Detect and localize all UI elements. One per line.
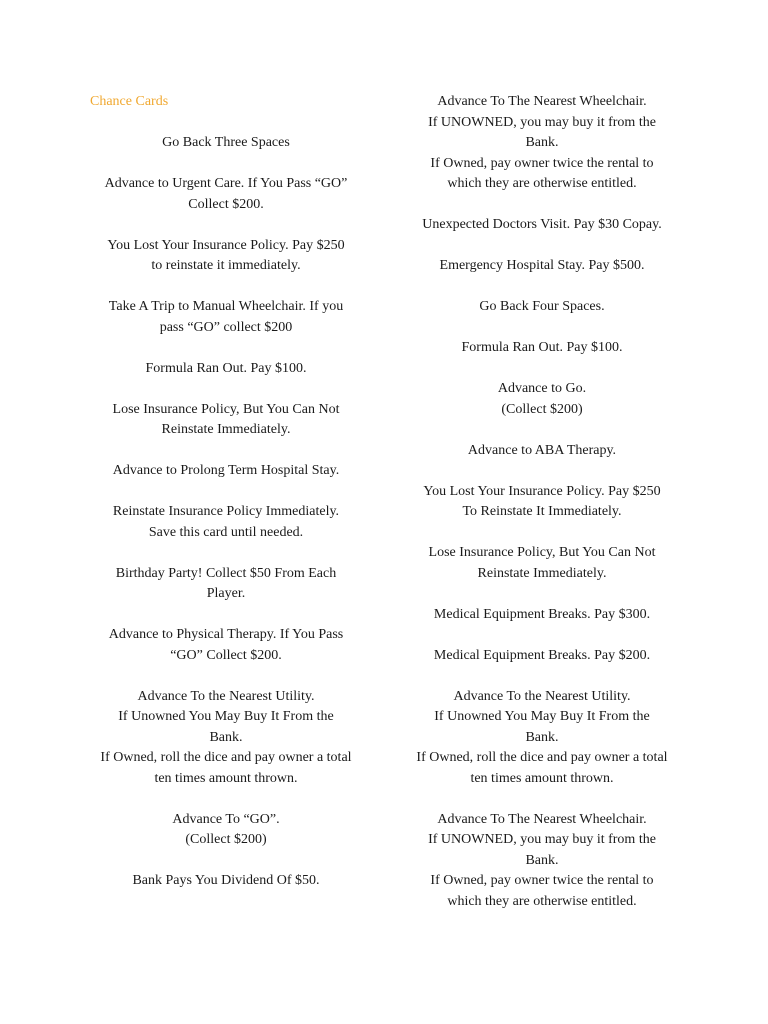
card-text-line: pass “GO” collect $200 [159,319,293,335]
card-text-line: Bank. [525,135,559,150]
card-text-line: Formula Ran Out. Pay $100. [145,360,307,376]
card-text-line: Bank. [525,729,559,745]
card-text-line: Bank. [525,852,559,868]
card-text-line: Lose Insurance Policy, But You Can Not [112,401,340,417]
card-text-line: Unexpected Doctors Visit. Pay $30 Copay. [422,217,662,232]
card-text-line: Formula Ran Out. Pay $100. [461,340,623,355]
chance-card [85,810,367,851]
chance-card [85,625,367,666]
chance-card [401,482,683,523]
chance-card [85,236,367,277]
card-text-line: If Owned, roll the dice and pay owner a total [100,750,352,765]
chance-card [85,564,367,605]
chance-card [85,359,367,380]
chance-card [401,646,683,667]
card-text-line: If Owned, pay owner twice the rental to [430,155,654,171]
card-text-line: Go Back Three Spaces [162,135,290,150]
card-text-line: “GO” Collect $200. [170,647,282,663]
card-text-line: Advance To The Nearest Wheelchair. [437,811,647,827]
chance-card [85,461,367,482]
card-text-line: Medical Equipment Breaks. Pay $300. [433,606,651,622]
chance-card [401,810,683,913]
card-text-line: If UNOWNED, you may buy it from the [428,114,656,130]
chance-card [85,871,367,892]
card-text-line: Advance to Go. [497,381,587,396]
card-text-line: If UNOWNED, you may buy it from the [428,832,656,847]
card-text-line: ten times amount thrown. [154,770,298,786]
chance-card [401,92,683,195]
chance-card [85,687,367,790]
chance-card [401,297,683,318]
card-text-line: Collect $200. [188,196,264,212]
chance-card [401,543,683,584]
page-heading: Chance Cards [90,94,169,109]
card-text-line: Advance to Urgent Care. If You Pass “GO” [104,176,348,191]
card-text-line: Advance To The Nearest Wheelchair. [437,94,647,109]
card-text-line: To Reinstate It Immediately. [462,504,622,519]
chance-card [401,379,683,420]
card-text-line: Medical Equipment Breaks. Pay $200. [433,647,651,663]
chance-card [401,256,683,277]
card-text-line: Advance To “GO”. [172,811,280,827]
card-text-line: You Lost Your Insurance Policy. Pay $250 [107,237,345,253]
card-text-line: Reinstate Immediately. [161,422,291,437]
chance-card [401,687,683,790]
card-text-line: Advance to ABA Therapy. [467,442,617,458]
card-text-line: Player. [206,586,246,601]
card-text-line: If Unowned You May Buy It From the [434,709,650,724]
card-text-line: Take A Trip to Manual Wheelchair. If you [108,299,344,314]
card-text-line: Lose Insurance Policy, But You Can Not [428,545,656,560]
chance-card [401,605,683,626]
card-text-line: Advance To the Nearest Utility. [137,688,315,704]
chance-card [85,133,367,154]
right-card-column [401,92,683,933]
card-text-line: If Owned, roll the dice and pay owner a total [416,750,668,765]
card-text-line: Reinstate Insurance Policy Immediately. [112,504,340,519]
card-text-line: ten times amount thrown. [470,770,614,786]
card-text-line: Emergency Hospital Stay. Pay $500. [439,258,645,273]
card-text-line: If Unowned You May Buy It From the [118,709,334,724]
card-text-line: You Lost Your Insurance Policy. Pay $250 [423,483,661,499]
card-text-line: which they are otherwise entitled. [447,893,637,909]
card-text-line: (Collect $200) [185,832,267,847]
card-text-line: If Owned, pay owner twice the rental to [430,873,654,888]
card-text-line: to reinstate it immediately. [151,258,301,273]
card-text-line: Save this card until needed. [148,524,304,540]
card-text-line: Advance to Physical Therapy. If You Pass [108,627,344,642]
left-card-column [85,92,367,912]
card-text-line: Birthday Party! Collect $50 From Each [115,565,337,581]
chance-card [85,502,367,543]
card-text-line: Go Back Four Spaces. [479,299,605,314]
chance-card [85,400,367,441]
chance-card [401,215,683,236]
card-text-line: which they are otherwise entitled. [447,176,637,191]
card-text-line: Bank Pays You Dividend Of $50. [132,873,320,888]
card-text-line: Reinstate Immediately. [477,565,607,581]
chance-card [401,441,683,462]
chance-card [401,338,683,359]
card-text-line: Advance To the Nearest Utility. [453,688,631,704]
card-text-line: Advance to Prolong Term Hospital Stay. [112,463,340,478]
card-text-line: Bank. [209,729,243,745]
chance-card [85,297,367,338]
card-text-line: (Collect $200) [501,401,583,417]
chance-card [85,174,367,215]
